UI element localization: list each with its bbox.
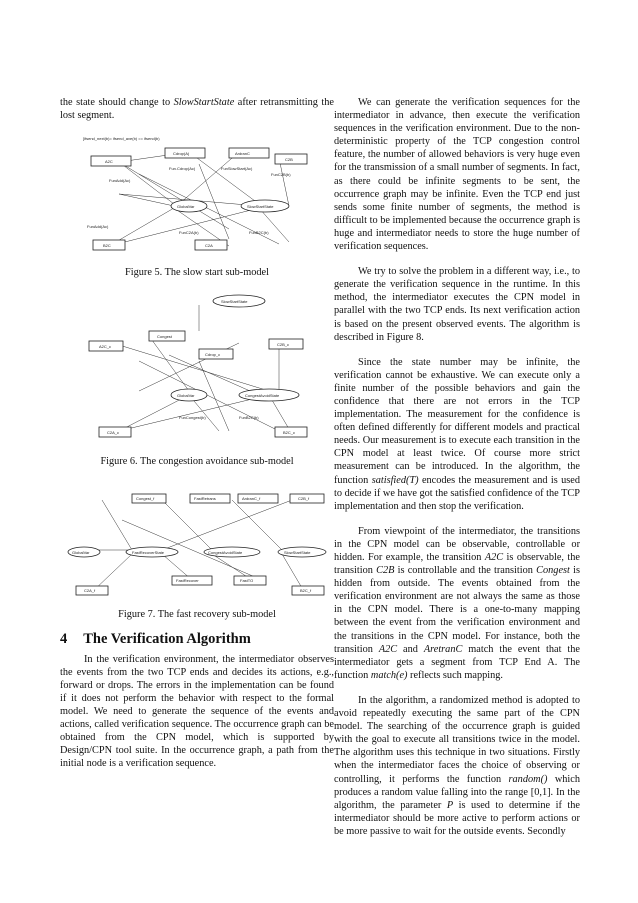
svg-text:Congest_f: Congest_f [136,496,155,502]
svg-text:GlobalVar: GlobalVar [177,393,195,399]
svg-text:C2A_f: C2A_f [84,588,96,594]
fig6-node-slowstart [213,295,265,307]
paragraph-5: In the algorithm, a randomized method is adopted to avoid repeatedly executing the same part of the CPN model. The searching of the occurrence graph is guided with the goal to execute all transitions twice in the model. The algorithm uses this technique in two situations. Firstly when the intermediator faces the choice of observing or controlling, it performs the function random() which produces a random value falling into the range [0,1]. In the algorithm, the parameter P is used to determine if the intermediator should be more active to perform actions or be more passive to wait for the outside events. Secondly [334,694,580,837]
fig7-node-congest [132,494,166,503]
svg-text:Cdrop_c: Cdrop_c [205,352,221,358]
svg-text:C2B_f: C2B_f [298,496,310,502]
paragraph-2: We try to solve the problem in a different way, i.e., to generate the verification sequence in the runtime. In this method, the intermediator executes the CPN model in parallel with the two TCP ends. Its next verification action is based on the present observed events. The algorithm is described in Figure 8. [334,266,580,343]
fig5-node-ardranc [229,148,269,158]
svg-text:GlobalVar: GlobalVar [72,550,90,556]
figure-5-caption: Figure 5. The slow start sub-model [125,267,269,279]
section-body: In the verification environment, the intermediator observes the events from the two TCP ends and decides its actions, e.g., forward or drops. The errors in the implementation can be found if it does not perform the behavior with respect to the formal model. We need to generate the sequence of the events and actions, called verification sequence. The occurrence graph can be obtained from the CPN model, which is supported by Design/CPN tool suite. In the occurrence graph, a path from the initial node is a verification sequence. [60,653,334,770]
fig7-node-fastrecover [172,576,212,585]
fig6-node-a2c [89,341,123,351]
fig5-node-a2c [91,156,131,166]
fig7-node-c2a [76,586,108,595]
svg-text:B2C_c: B2C_c [283,430,296,436]
fig7-node-b2c [292,586,324,595]
fig7-node-fastrecover-state [126,547,178,557]
svg-text:FunB2C(b): FunB2C(b) [239,415,259,421]
svg-text:FastTO: FastTO [240,578,254,584]
svg-text:C2B: C2B [285,157,293,163]
svg-text:Cdrop(A): Cdrop(A) [173,151,190,157]
fig5-node-cdrop [165,148,205,158]
fig5-node-slowstart [241,200,289,212]
figure-6 [79,291,315,451]
svg-text:FunSlowStart(Ac): FunSlowStart(Ac) [221,166,253,172]
fig7-node-globalvar [68,547,100,557]
paragraph-3: Since the state number may be infinite, the verification cannot be exhaustive. We can execute only a finite number of the possible behaviors and gain the confidence that there are not errors in the TCP implementation. The measurement for the confidence is often defined differently for different models and practical needs. Our measurement is to execute each transition in the CPN model at least twice. Of course more strict measurement can be introduced. In the algorithm, the function satisfied(T) encodes the measurement and is used to decide if we have got the satisfied confidence of the TCP implementation and then stop the verification. [334,356,581,512]
section-heading: 4 The Verification Algorithm [60,631,251,648]
svg-text:C2B_c: C2B_c [277,342,290,348]
fig6-node-c2b [269,339,303,349]
figure-7 [62,480,332,604]
fig7-node-congestavoid [204,547,260,557]
svg-text:SlowStartState: SlowStartState [247,204,274,210]
svg-text:C2A_c: C2A_c [107,430,120,436]
fig7-node-c2b [290,494,324,503]
fig5-label-0: [ifsend_next(b)= ifsend_ave(b) == ifsend(b) [83,136,160,142]
right-column [334,96,580,850]
left-column [60,96,334,782]
svg-text:ArdranC_f: ArdranC_f [242,496,261,502]
fig7-node-slowstart [278,547,326,557]
fig5-node-globalvar [171,200,207,212]
svg-text:FunC2A(b): FunC2A(b) [179,230,199,236]
paragraph-4: From viewpoint of the intermediator, the transitions in the CPN model can be observable, controllable or hidden. For example, the transition A2C is observable, the transition C2B is controllable and the transition Congest is hidden from outside. The events obtained from the verification environment are not always the same as those in the CPN model. There is a one-to-many mapping between the event from the verification environment and the transitions in the CPN model. For instance, both the transition A2C and AretranC match the event that the intermediator gets a segment from TCP End A. The function match(e) reflects such mapping. [334,525,580,681]
svg-text:SlowStartState: SlowStartState [221,299,248,305]
fig7-node-ardranc [238,494,278,503]
figure-6-caption: Figure 6. The congestion avoidance sub-model [100,456,294,468]
fig6-node-globalvar [171,389,207,401]
figure-5 [79,134,315,262]
svg-text:FastRecoverState: FastRecoverState [132,550,165,556]
paragraph-1: We can generate the verification sequences for the intermediator in advance, then execute the verification sequences in the verification environment. Due to the non-deterministic property of the TCP congestion control feature, the number of allowed behaviors is very huge even for the transmission of a small number of segments. In fact, as there could be infinite segments to be sent, the occurrence graph may be infinite. Even the TCP end just sends some finite number of segments, the method is difficult to be implemented because the occurrence graph is huge and intermediator needs to store the huge number of verification sequences. [334,97,580,253]
svg-text:CongestAvoidState: CongestAvoidState [245,393,280,399]
svg-text:FunCongest(b): FunCongest(b) [179,415,206,421]
fig5-node-c2a [195,240,227,250]
fig6-node-c2a [99,427,131,437]
svg-text:Congest: Congest [157,334,172,340]
intro-paragraph: the state should change to SlowStartState after retransmitting the lost segment. [60,97,334,122]
fig5-node-c2b [275,154,307,164]
fig5-node-b2c [93,240,125,250]
svg-text:FunAdd(Ac): FunAdd(Ac) [87,224,109,230]
svg-text:FunAdd(Ac): FunAdd(Ac) [109,178,131,184]
fig6-node-b2c [275,427,307,437]
svg-text:B2C: B2C [103,243,111,249]
svg-text:A2C_c: A2C_c [99,344,112,350]
svg-text:ArdranC: ArdranC [235,151,250,157]
svg-text:GlobalVar: GlobalVar [177,204,195,210]
fig6-node-cdrop [199,349,233,359]
svg-text:FastRecover: FastRecover [176,578,199,584]
fig6-node-congestavoid [239,389,299,401]
fig6-node-congest [149,331,185,341]
svg-text:Fun.Cdrop(Ac): Fun.Cdrop(Ac) [169,166,196,172]
svg-text:CongestAvoidState: CongestAvoidState [208,550,243,556]
svg-text:FastRetrans: FastRetrans [194,496,216,502]
fig7-node-fastto [234,576,266,585]
svg-text:FunB2C(b): FunB2C(b) [249,230,269,236]
figure-7-caption: Figure 7. The fast recovery sub-model [118,609,276,621]
svg-text:SlowStartState: SlowStartState [284,550,311,556]
svg-text:A2C: A2C [105,159,113,165]
svg-text:B2C_f: B2C_f [300,588,312,594]
svg-text:FunC2B(b): FunC2B(b) [271,172,291,178]
fig7-node-fastretrans [190,494,230,503]
svg-text:C2A: C2A [205,243,213,249]
